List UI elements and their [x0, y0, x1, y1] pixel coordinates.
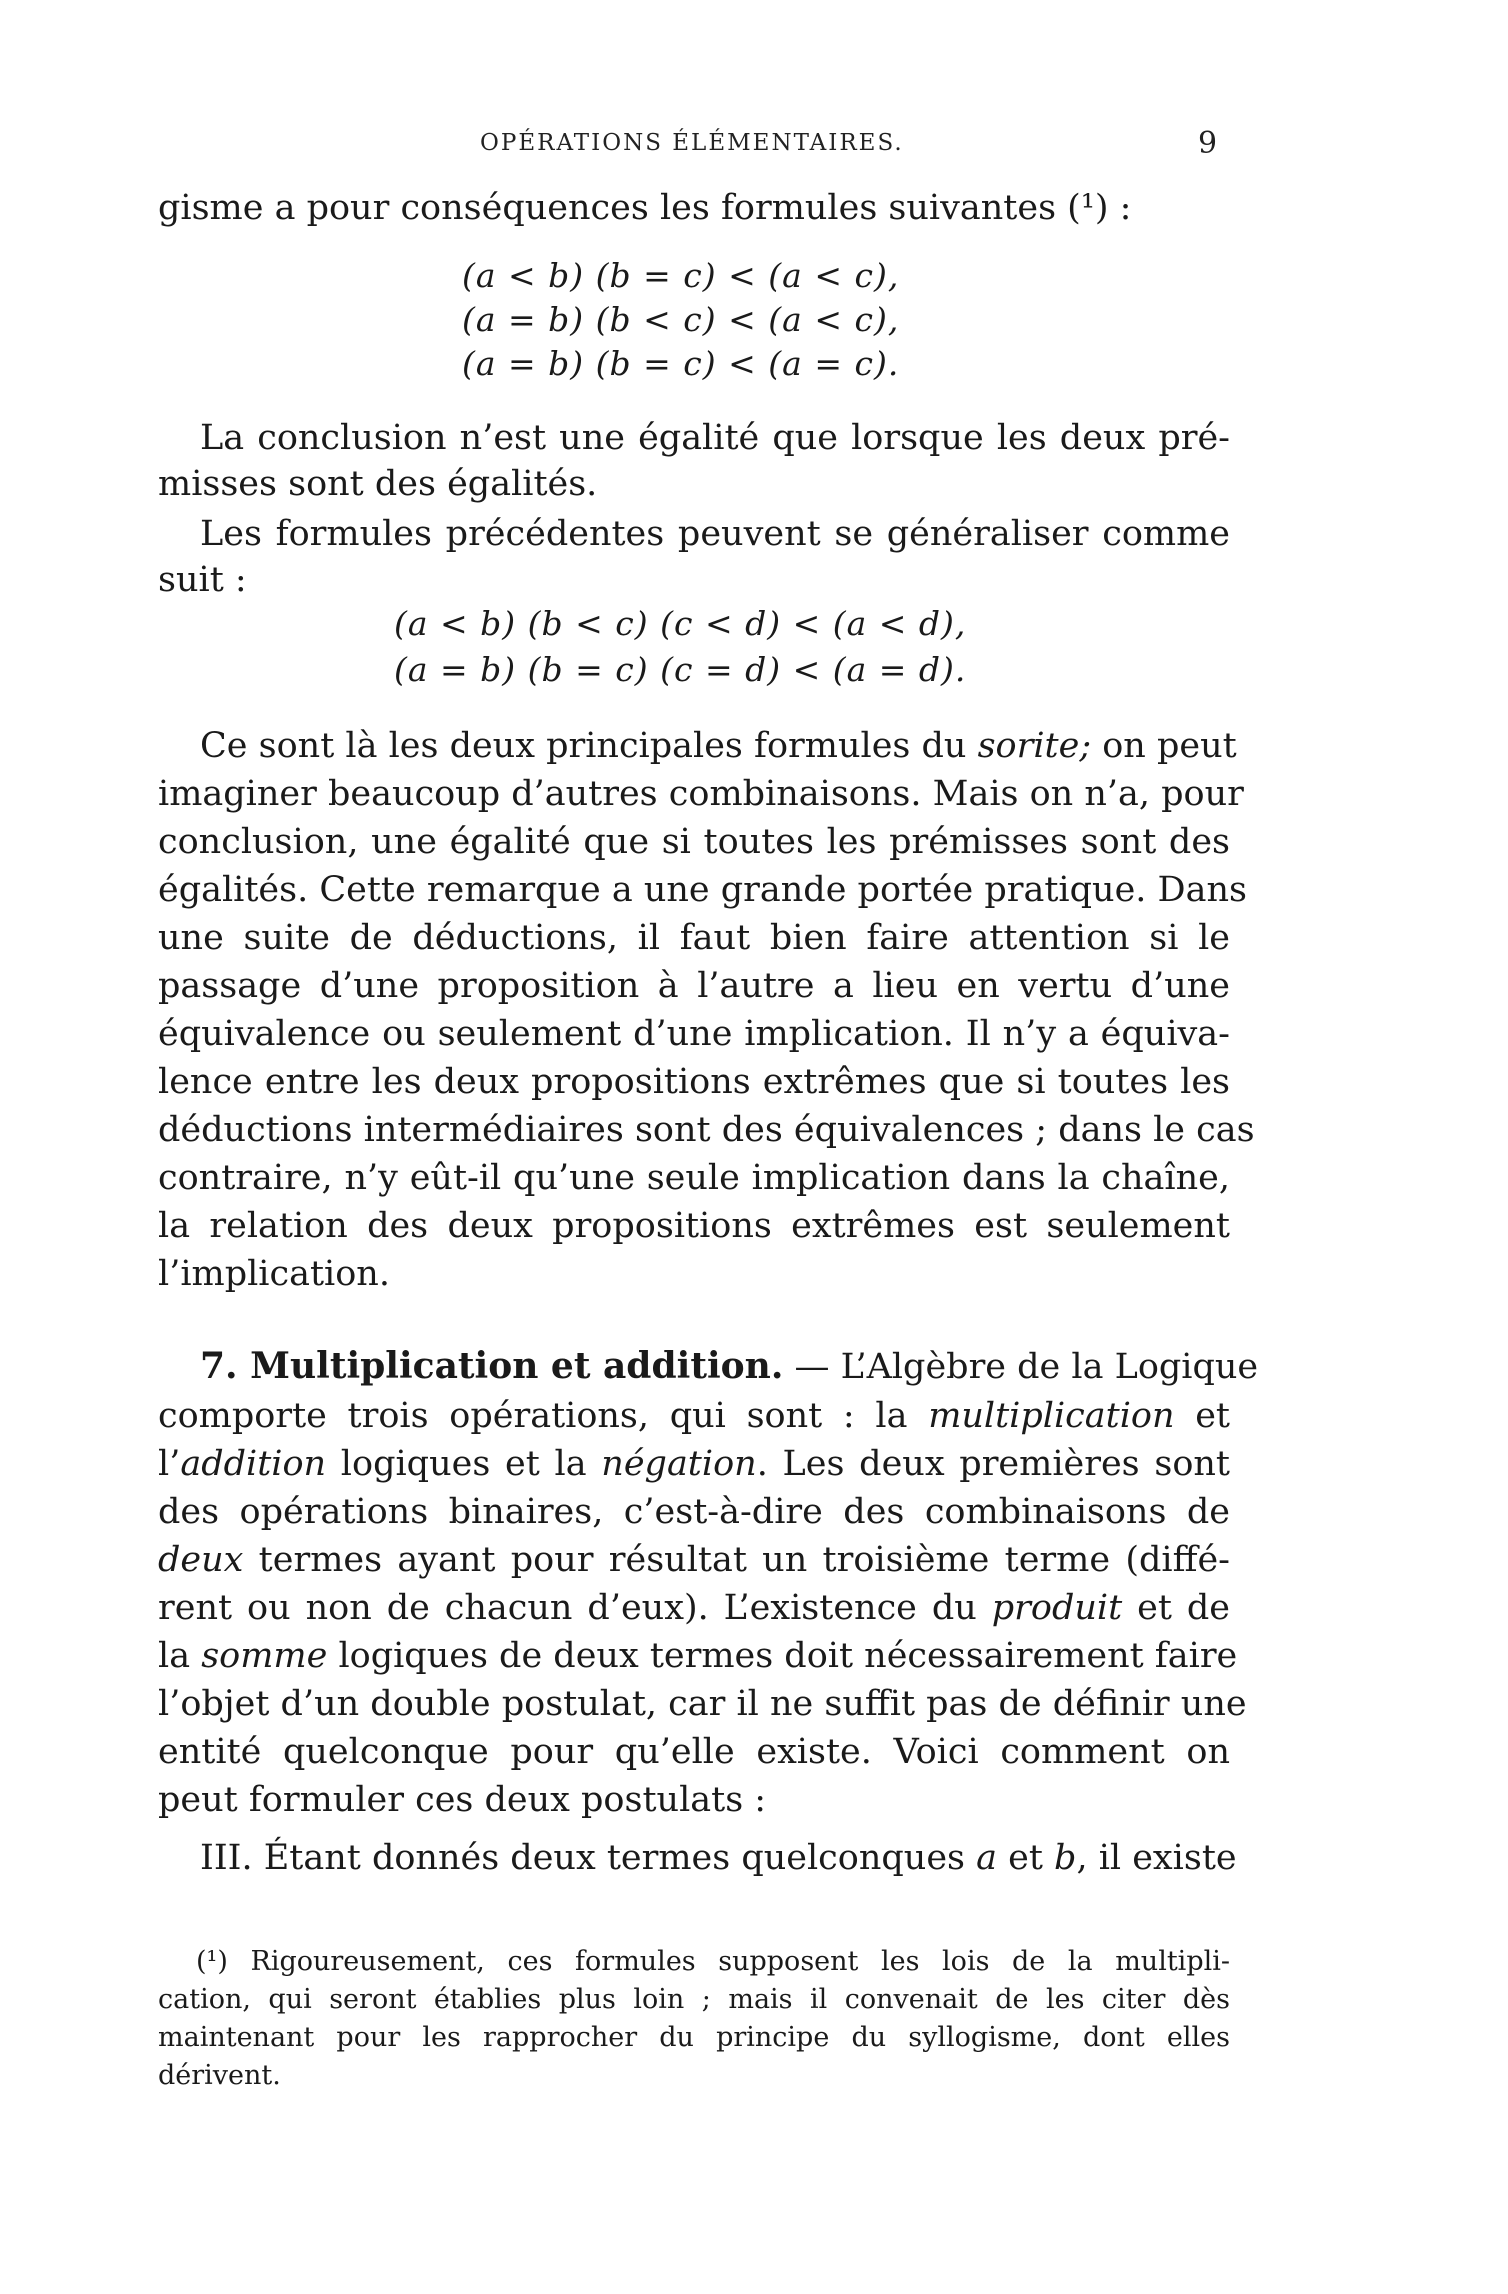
text-line: misses sont des égalités.: [158, 464, 598, 504]
italic-term-sorite: sorite;: [977, 726, 1092, 766]
text-line: rent ou non de chacun d’eux). L’existence du produit et de: [158, 1588, 1230, 1628]
formula-line: (a < b) (b < c) (c < d) < (a < d),: [394, 604, 967, 643]
text-line: peut formuler ces deux postulats :: [158, 1780, 767, 1820]
text-line: l’implication.: [158, 1254, 390, 1294]
text-line: passage d’une proposition à l’autre a lieu en vertu d’une: [158, 966, 1230, 1006]
section-title: 7. Multiplication et addition.: [200, 1345, 784, 1387]
formula-line: (a = b) (b = c) < (a = c).: [462, 344, 900, 383]
text-line: une suite de déductions, il faut bien faire attention si le: [158, 918, 1230, 958]
text-line: La conclusion n’est une égalité que lorsque les deux pré-: [200, 418, 1230, 458]
text-line: conclusion, une égalité que si toutes les prémisses sont des: [158, 822, 1230, 862]
formula-line: (a = b) (b = c) (c = d) < (a = d).: [394, 650, 967, 689]
footnote-line: (¹) Rigoureusement, ces formules supposent les lois de la multipli-: [196, 1946, 1230, 1977]
text-line: deux termes ayant pour résultat un troisième terme (diffé-: [158, 1540, 1230, 1580]
text-line: comporte trois opérations, qui sont : la multiplication et: [158, 1396, 1230, 1436]
running-header: OPÉRATIONS ÉLÉMENTAIRES.: [480, 130, 904, 156]
text-line: suit :: [158, 560, 247, 600]
page-number: 9: [1198, 126, 1218, 161]
text-line: entité quelconque pour qu’elle existe. Voici comment on: [158, 1732, 1230, 1772]
text-line: l’addition logiques et la négation. Les deux premières sont: [158, 1444, 1230, 1484]
text-line: des opérations binaires, c’est-à-dire des combinaisons de: [158, 1492, 1230, 1532]
text-line: Ce sont là les deux principales formules du sorite; on peut: [200, 726, 1237, 766]
text-line: égalités. Cette remarque a une grande portée pratique. Dans: [158, 870, 1247, 910]
text-line: III. Étant donnés deux termes quelconques a et b, il existe: [200, 1838, 1237, 1878]
text-line: gisme a pour conséquences les formules suivantes (¹) :: [158, 188, 1132, 228]
text-line: déductions intermédiaires sont des équivalences ; dans le cas: [158, 1110, 1255, 1150]
footnote-line: dérivent.: [158, 2060, 281, 2091]
text-line: équivalence ou seulement d’une implication. Il n’y a équiva-: [158, 1014, 1230, 1054]
text-line: la somme logiques de deux termes doit nécessairement faire: [158, 1636, 1238, 1676]
text-line: lence entre les deux propositions extrêmes que si toutes les: [158, 1062, 1230, 1102]
text-line: l’objet d’un double postulat, car il ne suffit pas de définir une: [158, 1684, 1247, 1724]
footnote-line: cation, qui seront établies plus loin ; mais il convenait de les citer dès: [158, 1984, 1230, 2015]
text-line: Les formules précédentes peuvent se généraliser comme: [200, 514, 1230, 554]
text-line: imaginer beaucoup d’autres combinaisons. Mais on n’a, pour: [158, 774, 1244, 814]
footnote-line: maintenant pour les rapprocher du principe du syllogisme, dont elles: [158, 2022, 1230, 2053]
formula-line: (a < b) (b = c) < (a < c),: [462, 256, 900, 295]
text-line: la relation des deux propositions extrêmes est seulement: [158, 1206, 1230, 1246]
text-line: contraire, n’y eût-il qu’une seule implication dans la chaîne,: [158, 1158, 1230, 1198]
section-heading-line: 7. Multiplication et addition. — L’Algèbre de la Logique: [200, 1345, 1259, 1387]
formula-line: (a = b) (b < c) < (a < c),: [462, 300, 900, 339]
